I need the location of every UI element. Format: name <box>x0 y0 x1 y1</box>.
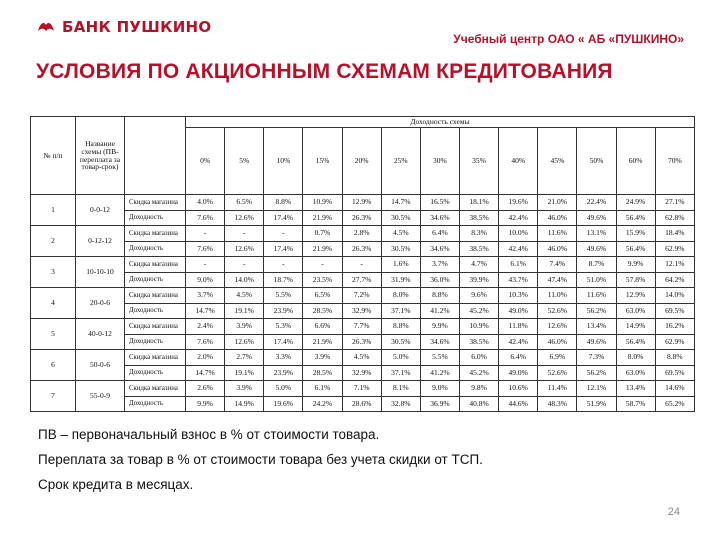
income-cell: 58.7% <box>616 396 655 412</box>
discount-cell: 14.0% <box>655 288 694 304</box>
income-cell: 49.0% <box>499 303 538 319</box>
discount-cell: 7.4% <box>538 257 577 273</box>
income-cell: 31.9% <box>381 272 420 288</box>
table-row <box>31 381 695 397</box>
discount-cell: 6.6% <box>303 319 342 335</box>
discount-cell: 8.8% <box>655 350 694 366</box>
discount-cell: - <box>186 226 225 242</box>
row-kind-label: Скидка магазина <box>125 257 186 273</box>
income-cell: 28.6% <box>342 396 381 412</box>
scheme-number: 4 <box>31 288 76 319</box>
discount-cell: 12.1% <box>655 257 694 273</box>
income-cell: 41.2% <box>420 303 459 319</box>
income-cell: 12.6% <box>225 210 264 226</box>
scheme-number: 7 <box>31 381 76 412</box>
rate-header: 5% <box>225 128 264 195</box>
row-kind-label: Скидка магазина <box>125 226 186 242</box>
scheme-number: 5 <box>31 319 76 350</box>
discount-cell: 14.6% <box>655 381 694 397</box>
income-cell: 63.0% <box>616 303 655 319</box>
discount-cell: 9.9% <box>616 257 655 273</box>
bank-logo-icon <box>36 19 56 35</box>
rate-header: 70% <box>655 128 694 195</box>
income-cell: 48.3% <box>538 396 577 412</box>
discount-cell: 3.9% <box>225 319 264 335</box>
income-cell: 38.5% <box>459 334 498 350</box>
credit-schemes-table <box>30 116 695 412</box>
rate-header: 35% <box>459 128 498 195</box>
income-cell: 57.8% <box>616 272 655 288</box>
discount-cell: 4.5% <box>381 226 420 242</box>
discount-cell: 27.1% <box>655 195 694 211</box>
scheme-number: 1 <box>31 195 76 226</box>
rate-header: 25% <box>381 128 420 195</box>
discount-cell: 16.2% <box>655 319 694 335</box>
discount-cell: - <box>225 257 264 273</box>
discount-cell: 3.7% <box>186 288 225 304</box>
discount-cell: - <box>303 257 342 273</box>
income-cell: 32.8% <box>381 396 420 412</box>
discount-cell: 11.6% <box>577 288 616 304</box>
discount-cell: 5.5% <box>420 350 459 366</box>
income-cell: 7.6% <box>186 210 225 226</box>
income-cell: 7.6% <box>186 334 225 350</box>
income-cell: 30.5% <box>381 241 420 257</box>
org-name: Учебный центр ОАО « АБ «ПУШКИНО» <box>453 32 684 46</box>
income-cell: 37.1% <box>381 365 420 381</box>
income-cell: 36.9% <box>420 396 459 412</box>
discount-cell: 19.6% <box>499 195 538 211</box>
income-cell: 47.4% <box>538 272 577 288</box>
income-cell: 51.0% <box>577 272 616 288</box>
income-cell: 26.3% <box>342 241 381 257</box>
row-kind-label: Скидка магазина <box>125 288 186 304</box>
rate-header: 45% <box>538 128 577 195</box>
income-cell: 38.5% <box>459 210 498 226</box>
income-cell: 42.4% <box>499 241 538 257</box>
row-kind-label: Скидка магазина <box>125 381 186 397</box>
income-cell: 28.5% <box>303 303 342 319</box>
page-title: УСЛОВИЯ ПО АКЦИОННЫМ СХЕМАМ КРЕДИТОВАНИЯ <box>36 60 613 83</box>
col-name-header: Название схемы (ПВ-переплата за товар-срок) <box>76 117 125 195</box>
income-cell: 64.2% <box>655 272 694 288</box>
discount-cell: 6.5% <box>225 195 264 211</box>
discount-cell: 13.1% <box>577 226 616 242</box>
income-cell: 32.9% <box>342 303 381 319</box>
income-cell: 26.3% <box>342 334 381 350</box>
income-cell: 56.4% <box>616 334 655 350</box>
discount-cell: 5.5% <box>264 288 303 304</box>
table-row <box>31 241 695 257</box>
table-row <box>31 195 695 211</box>
income-cell: 27.7% <box>342 272 381 288</box>
discount-cell: 12.9% <box>342 195 381 211</box>
discount-cell: 7.2% <box>342 288 381 304</box>
discount-cell: 22.4% <box>577 195 616 211</box>
income-cell: 19.6% <box>264 396 303 412</box>
income-cell: 23.5% <box>303 272 342 288</box>
income-cell: 30.5% <box>381 210 420 226</box>
scheme-name: 0-12-12 <box>76 226 125 257</box>
discount-cell: 11.4% <box>538 381 577 397</box>
discount-cell: 3.9% <box>303 350 342 366</box>
income-cell: 52.6% <box>538 365 577 381</box>
scheme-name: 40-0-12 <box>76 319 125 350</box>
discount-cell: 4.7% <box>459 257 498 273</box>
row-kind-label: Скидка магазина <box>125 350 186 366</box>
income-cell: 9.9% <box>186 396 225 412</box>
discount-cell: 11.0% <box>538 288 577 304</box>
discount-cell: 6.5% <box>303 288 342 304</box>
discount-cell: 9.6% <box>459 288 498 304</box>
table-body <box>31 195 695 412</box>
rate-header: 40% <box>499 128 538 195</box>
table-row <box>31 272 695 288</box>
rate-header: 0% <box>186 128 225 195</box>
rate-header: 50% <box>577 128 616 195</box>
discount-cell: 15.9% <box>616 226 655 242</box>
income-cell: 44.6% <box>499 396 538 412</box>
income-cell: 46.0% <box>538 334 577 350</box>
discount-cell: 8.8% <box>381 319 420 335</box>
income-cell: 51.9% <box>577 396 616 412</box>
discount-cell: 2.0% <box>186 350 225 366</box>
discount-cell: - <box>264 257 303 273</box>
discount-cell: 4.0% <box>186 195 225 211</box>
discount-cell: 6.1% <box>499 257 538 273</box>
discount-cell: 3.3% <box>264 350 303 366</box>
row-kind-label: Скидка магазина <box>125 319 186 335</box>
discount-cell: 1.6% <box>381 257 420 273</box>
income-cell: 24.2% <box>303 396 342 412</box>
discount-cell: 8.1% <box>381 381 420 397</box>
rate-header: 15% <box>303 128 342 195</box>
discount-cell: 14.9% <box>616 319 655 335</box>
rate-header: 30% <box>420 128 459 195</box>
table-row <box>31 350 695 366</box>
row-kind-label: Доходность <box>125 303 186 319</box>
income-cell: 49.6% <box>577 334 616 350</box>
scheme-number: 2 <box>31 226 76 257</box>
discount-cell: 3.9% <box>225 381 264 397</box>
income-cell: 9.0% <box>186 272 225 288</box>
col-num-header: № п/п <box>31 117 76 195</box>
discount-cell: 11.8% <box>499 319 538 335</box>
income-cell: 56.2% <box>577 303 616 319</box>
discount-cell: 13.4% <box>616 381 655 397</box>
discount-cell: 2.7% <box>225 350 264 366</box>
row-kind-label: Скидка магазина <box>125 195 186 211</box>
discount-cell: 8.0% <box>616 350 655 366</box>
income-cell: 14.7% <box>186 365 225 381</box>
income-cell: 26.3% <box>342 210 381 226</box>
income-cell: 43.7% <box>499 272 538 288</box>
scheme-number: 6 <box>31 350 76 381</box>
discount-cell: - <box>264 226 303 242</box>
discount-cell: 7.3% <box>577 350 616 366</box>
row-kind-label: Доходность <box>125 365 186 381</box>
discount-cell: 5.0% <box>264 381 303 397</box>
discount-cell: 0.7% <box>303 226 342 242</box>
discount-cell: 18.4% <box>655 226 694 242</box>
discount-cell: 4.5% <box>342 350 381 366</box>
income-cell: 30.5% <box>381 334 420 350</box>
note-line: Переплата за товар в % от стоимости товара без учета скидки от ТСП. <box>38 452 483 467</box>
income-cell: 52.6% <box>538 303 577 319</box>
discount-cell: 8.8% <box>420 288 459 304</box>
income-cell: 45.2% <box>459 303 498 319</box>
income-cell: 19.1% <box>225 365 264 381</box>
discount-cell: 18.1% <box>459 195 498 211</box>
rate-header: 20% <box>342 128 381 195</box>
scheme-name: 55-0-9 <box>76 381 125 412</box>
table-row <box>31 365 695 381</box>
discount-cell: 2.4% <box>186 319 225 335</box>
discount-cell: 4.5% <box>225 288 264 304</box>
discount-cell: 2.8% <box>342 226 381 242</box>
discount-cell: 16.5% <box>420 195 459 211</box>
discount-cell: 11.6% <box>538 226 577 242</box>
note-line: Срок кредита в месяцах. <box>38 477 194 492</box>
scheme-name: 50-0-6 <box>76 350 125 381</box>
income-cell: 49.6% <box>577 241 616 257</box>
discount-cell: 8.3% <box>459 226 498 242</box>
discount-cell: 9.8% <box>459 381 498 397</box>
bank-logo-text: БАНК ПУШКИНО <box>62 18 212 36</box>
discount-cell: 9.0% <box>420 381 459 397</box>
discount-cell: 6.0% <box>459 350 498 366</box>
income-cell: 23.9% <box>264 303 303 319</box>
income-cell: 46.0% <box>538 241 577 257</box>
rate-header: 10% <box>264 128 303 195</box>
income-cell: 42.4% <box>499 334 538 350</box>
discount-cell: 2.6% <box>186 381 225 397</box>
col-kind-header <box>125 117 186 195</box>
income-cell: 34.6% <box>420 210 459 226</box>
income-cell: 21.9% <box>303 334 342 350</box>
discount-cell: - <box>186 257 225 273</box>
discount-cell: 9.9% <box>420 319 459 335</box>
discount-cell: 10.0% <box>499 226 538 242</box>
discount-cell: 6.4% <box>420 226 459 242</box>
income-cell: 19.1% <box>225 303 264 319</box>
col-group-header: Доходность схемы <box>186 117 695 128</box>
row-kind-label: Доходность <box>125 334 186 350</box>
income-cell: 56.4% <box>616 210 655 226</box>
discount-cell: 10.9% <box>303 195 342 211</box>
discount-cell: 10.3% <box>499 288 538 304</box>
discount-cell: 8.0% <box>381 288 420 304</box>
income-cell: 37.1% <box>381 303 420 319</box>
note-line: ПВ – первоначальный взнос в % от стоимости товара. <box>38 427 380 442</box>
income-cell: 14.0% <box>225 272 264 288</box>
income-cell: 34.6% <box>420 334 459 350</box>
discount-cell: - <box>225 226 264 242</box>
discount-cell: 12.6% <box>538 319 577 335</box>
income-cell: 39.9% <box>459 272 498 288</box>
income-cell: 21.9% <box>303 210 342 226</box>
income-cell: 36.0% <box>420 272 459 288</box>
income-cell: 18.7% <box>264 272 303 288</box>
discount-cell: 14.7% <box>381 195 420 211</box>
table-row <box>31 334 695 350</box>
income-cell: 14.9% <box>225 396 264 412</box>
discount-cell: 5.3% <box>264 319 303 335</box>
scheme-number: 3 <box>31 257 76 288</box>
table-row <box>31 257 695 273</box>
income-cell: 38.5% <box>459 241 498 257</box>
income-cell: 34.6% <box>420 241 459 257</box>
discount-cell: 10.6% <box>499 381 538 397</box>
discount-cell: 21.0% <box>538 195 577 211</box>
income-cell: 56.4% <box>616 241 655 257</box>
income-cell: 45.2% <box>459 365 498 381</box>
table-row <box>31 319 695 335</box>
income-cell: 21.9% <box>303 241 342 257</box>
row-kind-label: Доходность <box>125 272 186 288</box>
table-row <box>31 288 695 304</box>
income-cell: 17.4% <box>264 334 303 350</box>
income-cell: 40.8% <box>459 396 498 412</box>
discount-cell: 6.4% <box>499 350 538 366</box>
discount-cell: 8.7% <box>577 257 616 273</box>
table-row <box>31 303 695 319</box>
discount-cell: 7.7% <box>342 319 381 335</box>
row-kind-label: Доходность <box>125 241 186 257</box>
income-cell: 69.5% <box>655 303 694 319</box>
discount-cell: 10.9% <box>459 319 498 335</box>
income-cell: 62.9% <box>655 241 694 257</box>
bank-logo <box>36 18 211 36</box>
income-cell: 49.6% <box>577 210 616 226</box>
row-kind-label: Доходность <box>125 396 186 412</box>
income-cell: 32.9% <box>342 365 381 381</box>
discount-cell: 8.8% <box>264 195 303 211</box>
rate-header: 60% <box>616 128 655 195</box>
income-cell: 56.2% <box>577 365 616 381</box>
table-row <box>31 226 695 242</box>
discount-cell: 24.9% <box>616 195 655 211</box>
income-cell: 17.4% <box>264 210 303 226</box>
discount-cell: 6.9% <box>538 350 577 366</box>
discount-cell: 7.1% <box>342 381 381 397</box>
scheme-name: 20-0-6 <box>76 288 125 319</box>
table-row <box>31 210 695 226</box>
income-cell: 12.6% <box>225 241 264 257</box>
income-cell: 49.0% <box>499 365 538 381</box>
discount-cell: 3.7% <box>420 257 459 273</box>
income-cell: 12.6% <box>225 334 264 350</box>
row-kind-label: Доходность <box>125 210 186 226</box>
income-cell: 62.9% <box>655 334 694 350</box>
income-cell: 42.4% <box>499 210 538 226</box>
slide-header <box>0 0 720 52</box>
income-cell: 17.4% <box>264 241 303 257</box>
discount-cell: 5.0% <box>381 350 420 366</box>
income-cell: 46.0% <box>538 210 577 226</box>
discount-cell: 12.9% <box>616 288 655 304</box>
discount-cell: 13.4% <box>577 319 616 335</box>
discount-cell: 12.1% <box>577 381 616 397</box>
income-cell: 62.8% <box>655 210 694 226</box>
income-cell: 7.6% <box>186 241 225 257</box>
income-cell: 69.5% <box>655 365 694 381</box>
income-cell: 63.0% <box>616 365 655 381</box>
income-cell: 23.9% <box>264 365 303 381</box>
income-cell: 14.7% <box>186 303 225 319</box>
scheme-name: 10-10-10 <box>76 257 125 288</box>
income-cell: 41.2% <box>420 365 459 381</box>
page-number: 24 <box>667 506 680 518</box>
scheme-name: 0-0-12 <box>76 195 125 226</box>
discount-cell: - <box>342 257 381 273</box>
income-cell: 28.5% <box>303 365 342 381</box>
income-cell: 65.2% <box>655 396 694 412</box>
discount-cell: 6.1% <box>303 381 342 397</box>
table-row <box>31 396 695 412</box>
notes <box>38 422 483 497</box>
